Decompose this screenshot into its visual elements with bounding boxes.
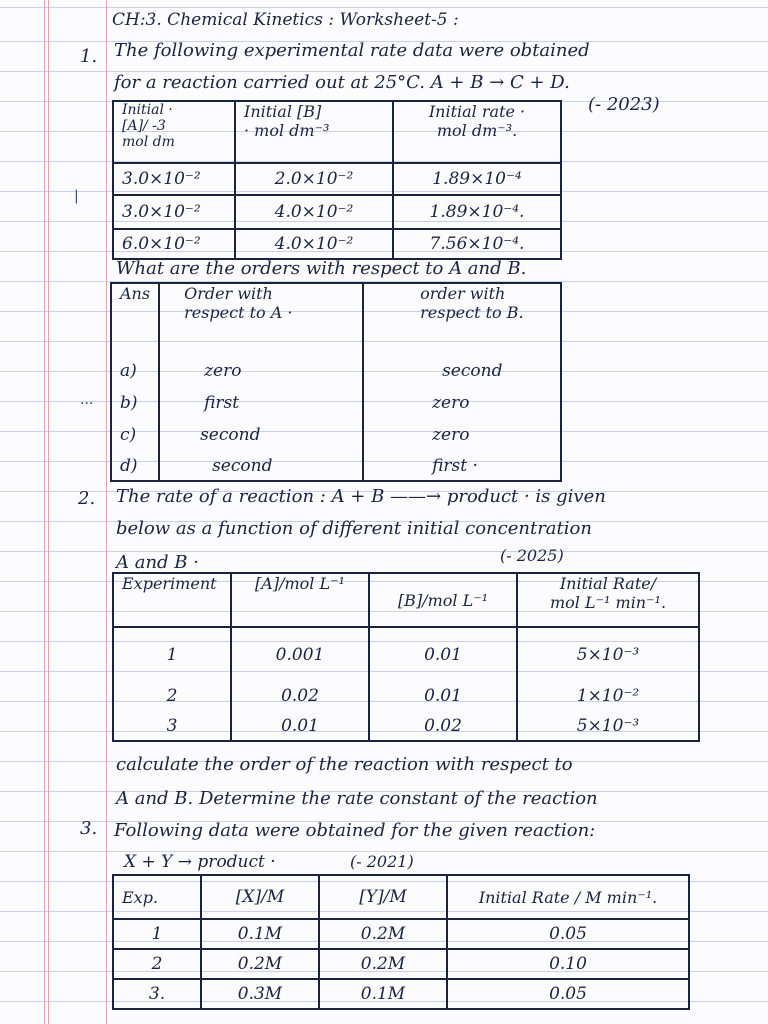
experiment-table	[112, 572, 700, 742]
option-letter: d)	[111, 451, 159, 481]
option-row[interactable]	[111, 419, 561, 451]
question-text: calculate the order of the reaction with respect to	[116, 754, 573, 775]
table-cell: 6.0×10⁻²	[113, 229, 235, 259]
margin-mark: ···	[80, 396, 94, 412]
table-header-cell: Initial [B] · mol dm⁻³	[235, 101, 393, 163]
page-title: CH:3. Chemical Kinetics : Worksheet-5 :	[112, 10, 459, 30]
table-header-cell: Initial · [A]/ -3 mol dm	[113, 101, 235, 163]
table-cell: 2.0×10⁻²	[235, 163, 393, 195]
margin-line-left-inner	[48, 0, 49, 1024]
year-label: (- 2021)	[350, 852, 414, 871]
margin-line-left	[44, 0, 45, 1024]
table-cell: 1.89×10⁻⁴.	[393, 195, 561, 229]
table-row	[113, 949, 689, 979]
table-header-cell: Initial Rate/ mol L⁻¹ min⁻¹.	[517, 573, 699, 627]
option-order-a: first	[159, 387, 363, 419]
option-order-b: second	[363, 355, 561, 387]
table-row	[113, 711, 699, 741]
table-row	[113, 681, 699, 711]
option-order-a: zero	[159, 355, 363, 387]
question-text: below as a function of different initial concentration	[116, 518, 592, 539]
option-order-b: zero	[363, 387, 561, 419]
table-cell: 5×10⁻³	[517, 627, 699, 681]
table-cell: 4.0×10⁻²	[235, 195, 393, 229]
option-order-b: zero	[363, 419, 561, 451]
table-cell: 0.05	[447, 919, 689, 949]
reaction-label: X + Y → product ·	[124, 852, 276, 872]
options-table	[110, 282, 562, 482]
table-header-cell: [B]/mol L⁻¹	[369, 573, 517, 627]
question-text: Following data were obtained for the given reaction:	[114, 820, 596, 841]
table-header-cell: [A]/mol L⁻¹	[231, 573, 369, 627]
table-row	[113, 229, 561, 259]
table-row	[113, 627, 699, 681]
margin-line-right	[106, 0, 107, 1024]
table-cell: 0.2M	[319, 919, 447, 949]
table-cell: 4.0×10⁻²	[235, 229, 393, 259]
table-cell: 0.3M	[201, 979, 319, 1009]
table-cell: 0.01	[369, 681, 517, 711]
option-row[interactable]	[111, 355, 561, 387]
rate-data-table	[112, 100, 562, 260]
question-text: for a reaction carried out at 25°C. A + B → C + D.	[114, 72, 570, 93]
question-text: A and B ·	[116, 552, 199, 573]
options-header-a: Order with respect to A ·	[159, 283, 363, 355]
table-cell: 0.10	[447, 949, 689, 979]
table-cell: 1	[113, 627, 231, 681]
table-cell: 1	[113, 919, 201, 949]
option-order-a: second	[159, 419, 363, 451]
options-header-b: order with respect to B.	[363, 283, 561, 355]
table-cell: 2	[113, 681, 231, 711]
table-cell: 3.0×10⁻²	[113, 163, 235, 195]
table-cell: 0.02	[231, 681, 369, 711]
table-cell: 1.89×10⁻⁴	[393, 163, 561, 195]
table-row	[113, 163, 561, 195]
question-number: 3.	[80, 818, 98, 839]
year-label: (- 2025)	[500, 546, 564, 565]
question-text: The rate of a reaction : A + B ——→ product · is given	[116, 486, 606, 507]
question-number: 1.	[80, 46, 98, 67]
table-header-cell: Exp.	[113, 875, 201, 919]
table-cell: 0.001	[231, 627, 369, 681]
option-letter: c)	[111, 419, 159, 451]
table-cell: 0.2M	[201, 949, 319, 979]
table-row	[113, 979, 689, 1009]
question-number: 2.	[78, 488, 96, 509]
option-row[interactable]	[111, 451, 561, 481]
table-header-cell: Experiment	[113, 573, 231, 627]
table-header-cell: Initial Rate / M min⁻¹.	[447, 875, 689, 919]
question-text: The following experimental rate data were obtained	[114, 40, 590, 61]
year-label: (- 2023)	[588, 94, 660, 115]
option-letter: b)	[111, 387, 159, 419]
table-cell: 7.56×10⁻⁴.	[393, 229, 561, 259]
table-cell: 3	[113, 711, 231, 741]
table-cell: 0.1M	[319, 979, 447, 1009]
xy-rate-table	[112, 874, 690, 1010]
table-row	[113, 919, 689, 949]
table-cell: 0.1M	[201, 919, 319, 949]
table-cell: 2	[113, 949, 201, 979]
question-text: A and B. Determine the rate constant of the reaction	[116, 788, 598, 809]
table-cell: 0.01	[369, 627, 517, 681]
table-cell: 0.01	[231, 711, 369, 741]
table-header-cell: [Y]/M	[319, 875, 447, 919]
margin-mark: |	[74, 188, 79, 204]
option-row[interactable]	[111, 387, 561, 419]
table-cell: 3.0×10⁻²	[113, 195, 235, 229]
table-cell: 0.2M	[319, 949, 447, 979]
question-text: What are the orders with respect to A and B.	[116, 258, 527, 279]
table-cell: 1×10⁻²	[517, 681, 699, 711]
table-row	[113, 195, 561, 229]
option-letter: a)	[111, 355, 159, 387]
table-cell: 3.	[113, 979, 201, 1009]
table-header-cell: Initial rate · mol dm⁻³.	[393, 101, 561, 163]
option-order-a: second	[159, 451, 363, 481]
table-cell: 0.05	[447, 979, 689, 1009]
options-corner: Ans	[111, 283, 159, 355]
table-cell: 0.02	[369, 711, 517, 741]
option-order-b: first ·	[363, 451, 561, 481]
table-cell: 5×10⁻³	[517, 711, 699, 741]
table-header-cell: [X]/M	[201, 875, 319, 919]
